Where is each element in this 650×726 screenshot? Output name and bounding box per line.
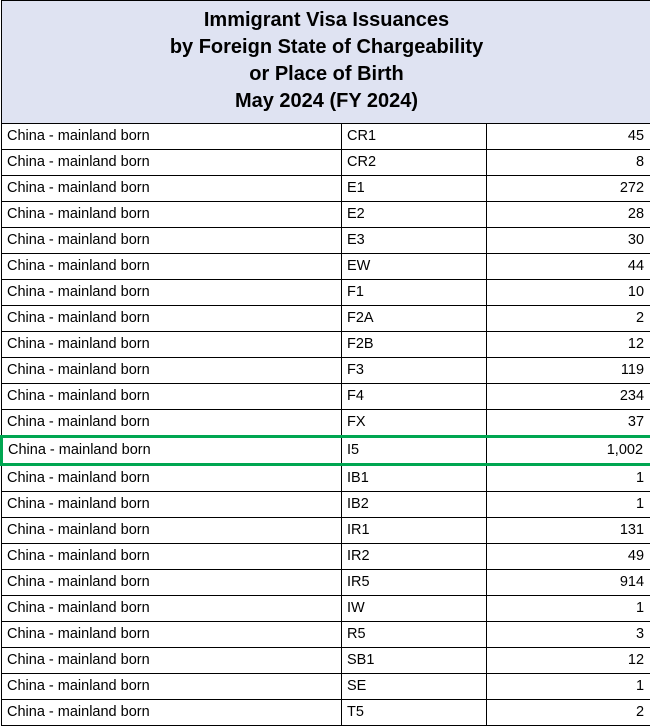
cell-issuance-count: 2 [487, 700, 650, 726]
cell-issuance-count: 131 [487, 518, 650, 544]
cell-visa-class: FX [342, 410, 487, 437]
table-row[interactable] [2, 674, 650, 700]
cell-visa-class: IR1 [342, 518, 487, 544]
cell-issuance-count: 3 [487, 622, 650, 648]
cell-issuance-count: 1,002 [487, 437, 650, 465]
cell-visa-class: E1 [342, 176, 487, 202]
cell-issuance-count: 12 [487, 648, 650, 674]
cell-country: China - mainland born [2, 202, 342, 228]
cell-country: China - mainland born [2, 150, 342, 176]
cell-visa-class: R5 [342, 622, 487, 648]
cell-issuance-count: 30 [487, 228, 650, 254]
cell-country: China - mainland born [2, 648, 342, 674]
table-row[interactable] [2, 544, 650, 570]
title-line-2: by Foreign State of Chargeability [6, 34, 647, 61]
cell-visa-class: IB2 [342, 492, 487, 518]
table-row[interactable] [2, 202, 650, 228]
cell-visa-class: E3 [342, 228, 487, 254]
cell-country: China - mainland born [2, 254, 342, 280]
cell-country: China - mainland born [2, 176, 342, 202]
cell-issuance-count: 1 [487, 674, 650, 700]
cell-country: China - mainland born [2, 544, 342, 570]
cell-issuance-count: 234 [487, 384, 650, 410]
table-row[interactable] [2, 176, 650, 202]
cell-country: China - mainland born [2, 306, 342, 332]
cell-issuance-count: 10 [487, 280, 650, 306]
cell-visa-class: SB1 [342, 648, 487, 674]
table-row[interactable] [2, 492, 650, 518]
table-row[interactable] [2, 437, 650, 465]
cell-issuance-count: 119 [487, 358, 650, 384]
cell-country: China - mainland born [2, 700, 342, 726]
cell-visa-class: CR1 [342, 124, 487, 150]
cell-issuance-count: 1 [487, 596, 650, 622]
cell-country: China - mainland born [2, 384, 342, 410]
title-line-3: or Place of Birth [6, 61, 647, 88]
cell-visa-class: F4 [342, 384, 487, 410]
cell-country: China - mainland born [2, 465, 342, 492]
table-row[interactable] [2, 465, 650, 492]
table-row[interactable] [2, 358, 650, 384]
cell-visa-class: IR2 [342, 544, 487, 570]
table-row[interactable] [2, 332, 650, 358]
table-row[interactable] [2, 622, 650, 648]
title-line-4: May 2024 (FY 2024) [6, 88, 647, 115]
table-row[interactable] [2, 410, 650, 437]
cell-issuance-count: 12 [487, 332, 650, 358]
cell-issuance-count: 28 [487, 202, 650, 228]
table-row[interactable] [2, 384, 650, 410]
table-row[interactable] [2, 228, 650, 254]
cell-visa-class: IW [342, 596, 487, 622]
table-row[interactable] [2, 306, 650, 332]
table-row[interactable] [2, 150, 650, 176]
table-row[interactable] [2, 254, 650, 280]
cell-country: China - mainland born [2, 570, 342, 596]
cell-country: China - mainland born [2, 622, 342, 648]
table-body [2, 1, 650, 726]
cell-issuance-count: 914 [487, 570, 650, 596]
table-row[interactable] [2, 280, 650, 306]
cell-country: China - mainland born [2, 410, 342, 437]
cell-country: China - mainland born [2, 332, 342, 358]
table-title-row [2, 1, 650, 124]
cell-country: China - mainland born [2, 596, 342, 622]
cell-visa-class: F1 [342, 280, 487, 306]
cell-country: China - mainland born [2, 674, 342, 700]
cell-visa-class: T5 [342, 700, 487, 726]
table-row[interactable] [2, 596, 650, 622]
cell-visa-class: SE [342, 674, 487, 700]
cell-country: China - mainland born [2, 124, 342, 150]
cell-country: China - mainland born [2, 228, 342, 254]
cell-issuance-count: 37 [487, 410, 650, 437]
cell-visa-class: EW [342, 254, 487, 280]
page-title [2, 1, 650, 124]
cell-visa-class: IB1 [342, 465, 487, 492]
cell-visa-class: CR2 [342, 150, 487, 176]
cell-country: China - mainland born [2, 358, 342, 384]
table-row[interactable] [2, 570, 650, 596]
cell-visa-class: I5 [342, 437, 487, 465]
table-row[interactable] [2, 124, 650, 150]
table-row[interactable] [2, 700, 650, 726]
cell-country: China - mainland born [2, 518, 342, 544]
cell-visa-class: IR5 [342, 570, 487, 596]
cell-country: China - mainland born [2, 492, 342, 518]
cell-visa-class: F3 [342, 358, 487, 384]
cell-issuance-count: 1 [487, 465, 650, 492]
cell-visa-class: F2A [342, 306, 487, 332]
cell-issuance-count: 272 [487, 176, 650, 202]
cell-country: China - mainland born [2, 437, 342, 465]
cell-issuance-count: 44 [487, 254, 650, 280]
table-row[interactable] [2, 518, 650, 544]
cell-issuance-count: 49 [487, 544, 650, 570]
cell-issuance-count: 8 [487, 150, 650, 176]
cell-country: China - mainland born [2, 280, 342, 306]
title-line-1: Immigrant Visa Issuances [6, 7, 647, 34]
cell-visa-class: E2 [342, 202, 487, 228]
cell-issuance-count: 1 [487, 492, 650, 518]
cell-issuance-count: 2 [487, 306, 650, 332]
cell-issuance-count: 45 [487, 124, 650, 150]
table-row[interactable] [2, 648, 650, 674]
cell-visa-class: F2B [342, 332, 487, 358]
